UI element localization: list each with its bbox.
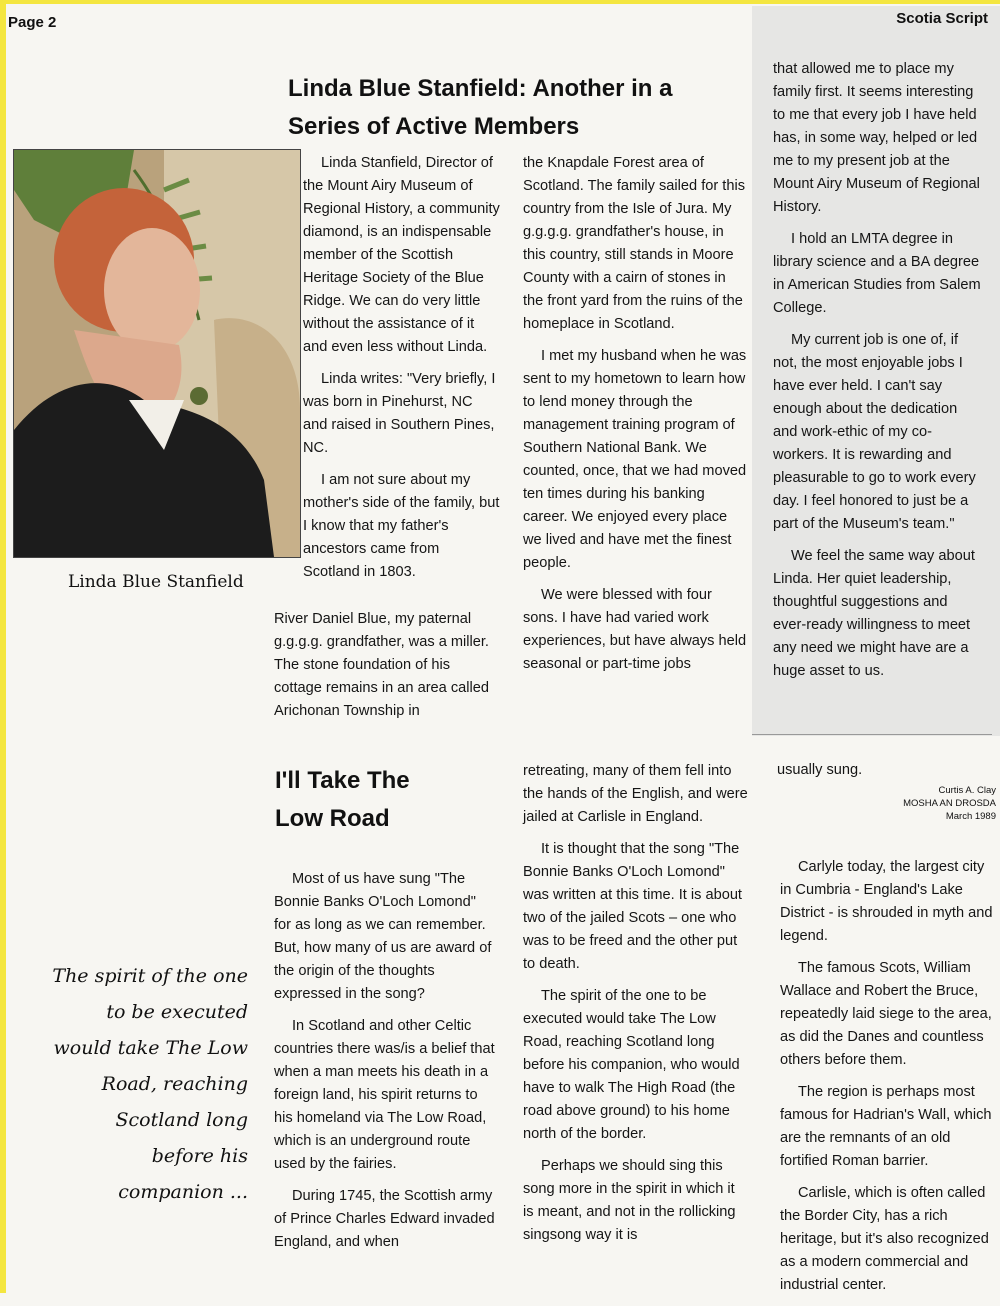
article2-column-2 bbox=[523, 760, 749, 1256]
paragraph: In Scotland and other Celtic countries there was/is a belief that when a man meets his death in a foreign land, his spirit returns to his homeland via The Low Road, which is an underground route used by the fairies. bbox=[274, 1018, 495, 1172]
paragraph: The spirit of the one to be executed would take The Low Road, reaching Scotland long before his companion, who would have to walk The High Road (the road above ground) to his home north of the border. bbox=[523, 988, 740, 1142]
paragraph: River Daniel Blue, my paternal g.g.g.g. grandfather, was a miller. The stone foundation of his cottage remains in an area called Arichonan Township in bbox=[274, 611, 489, 719]
photo-caption: Linda Blue Stanfield bbox=[68, 572, 244, 592]
column-rule bbox=[752, 734, 992, 735]
article2-column-3 bbox=[780, 856, 994, 1306]
paragraph: Linda Stanfield, Director of the Mount Airy Museum of Regional History, a community diamond, is an indispensable member of the Scottish Heritage Society of the Blue Ridge. We can do very little without the assistance of it and even less without Linda. bbox=[303, 155, 500, 355]
paragraph: Linda writes: "Very briefly, I was born in Pinehurst, NC and raised in Southern Pines, NC. bbox=[303, 371, 496, 456]
paragraph: I am not sure about my mother's side of the family, but I know that my father's ancestors came from Scotland in 1803. bbox=[303, 472, 500, 580]
paragraph: Most of us have sung "The Bonnie Banks O'Loch Lomond" for as long as we can remember. But, how many of us are award of the origin of the thoughts expressed in the song? bbox=[274, 871, 492, 1002]
author-signature bbox=[860, 784, 996, 823]
paragraph: We feel the same way about Linda. Her quiet leadership, thoughtful suggestions and ever-ready willingness to meet any need we might have are a huge asset to us. bbox=[773, 548, 975, 679]
paragraph: During 1745, the Scottish army of Prince Charles Edward invaded England, and when bbox=[274, 1188, 495, 1250]
paragraph: The region is perhaps most famous for Hadrian's Wall, which are the remnants of an old fortified Roman barrier. bbox=[780, 1084, 992, 1169]
article-title-low-road bbox=[275, 762, 475, 838]
title-line-2: Series of Active Members bbox=[288, 113, 580, 140]
author-org: MOSHA AN DROSDA bbox=[903, 798, 996, 809]
article1-column-2 bbox=[523, 152, 747, 685]
top-yellow-border bbox=[0, 0, 1000, 4]
paragraph: that allowed me to place my family first. It seems interesting to me that every job I have held has, in some way, helped or led me to my present job at the Mount Airy Museum of Regional History. bbox=[773, 61, 980, 215]
newsletter-title: Scotia Script bbox=[896, 10, 988, 27]
author-date: March 1989 bbox=[945, 811, 996, 822]
author-name: Curtis A. Clay bbox=[938, 785, 996, 796]
paragraph: usually sung. bbox=[777, 762, 863, 778]
article1-column-1 bbox=[303, 152, 500, 593]
paragraph: retreating, many of them fell into the hands of the English, and were jailed at Carlisle in England. bbox=[523, 763, 748, 825]
paragraph: the Knapdale Forest area of Scotland. The family sailed for this country from the Isle of Jura. My g.g.g.g. grandfather's house, in this country, still stands in Moore County with a cairn of stones in the front yard from the ruins of the homeplace in Scotland. bbox=[523, 155, 745, 332]
title-line-1: Linda Blue Stanfield: Another in a bbox=[288, 75, 673, 102]
paragraph: It is thought that the song "The Bonnie Banks O'Loch Lomond" was written at this time. It is about two of the jailed Scots – one who was to be freed and the other put to death. bbox=[523, 841, 742, 972]
page-number: Page 2 bbox=[8, 14, 57, 31]
portrait-photo bbox=[13, 149, 301, 558]
paragraph: We were blessed with four sons. I have had varied work experiences, but have always held seasonal or part-time jobs bbox=[523, 587, 747, 672]
paragraph: My current job is one of, if not, the most enjoyable jobs I have ever held. I can't say enough about the dedication and work-ethic of my co-workers. It is rewarding and pleasurable to go to work every day. I feel honored to just be a part of the Museum's team." bbox=[773, 332, 976, 532]
article2-column-1 bbox=[274, 868, 496, 1263]
article1-column-1-bottom bbox=[274, 608, 496, 732]
paragraph: I hold an LMTA degree in library science and a BA degree in American Studies from Salem College. bbox=[773, 231, 981, 316]
paragraph: I met my husband when he was sent to my hometown to learn how to lend money through the management training program of Southern National Bank. We counted, once, that we had moved ten times during his banking career. We enjoyed every place we lived and have met the finest people. bbox=[523, 348, 747, 571]
title-line-1: I'll Take The bbox=[275, 767, 410, 794]
article1-column-3 bbox=[773, 58, 983, 692]
article-title-stanfield bbox=[288, 70, 728, 146]
paragraph: Carlisle, which is often called the Border City, has a rich heritage, but it's also recognized as a modern commercial and industrial center. bbox=[780, 1185, 989, 1293]
title-line-2: Low Road bbox=[275, 805, 390, 832]
pull-quote: The spirit of the one to be executed would take The Low Road, reaching Scotland long before his companion ... bbox=[52, 965, 248, 1203]
portrait-illustration bbox=[14, 150, 300, 557]
left-yellow-border bbox=[0, 0, 6, 1293]
paragraph: The famous Scots, William Wallace and Robert the Bruce, repeatedly laid siege to the area, as did the Danes and countless others before them. bbox=[780, 960, 992, 1068]
paragraph: Perhaps we should sing this song more in the spirit in which it is meant, and not in the rollicking singsong way it is bbox=[523, 1158, 736, 1243]
paragraph: Carlyle today, the largest city in Cumbria - England's Lake District - is shrouded in myth and legend. bbox=[780, 859, 993, 944]
